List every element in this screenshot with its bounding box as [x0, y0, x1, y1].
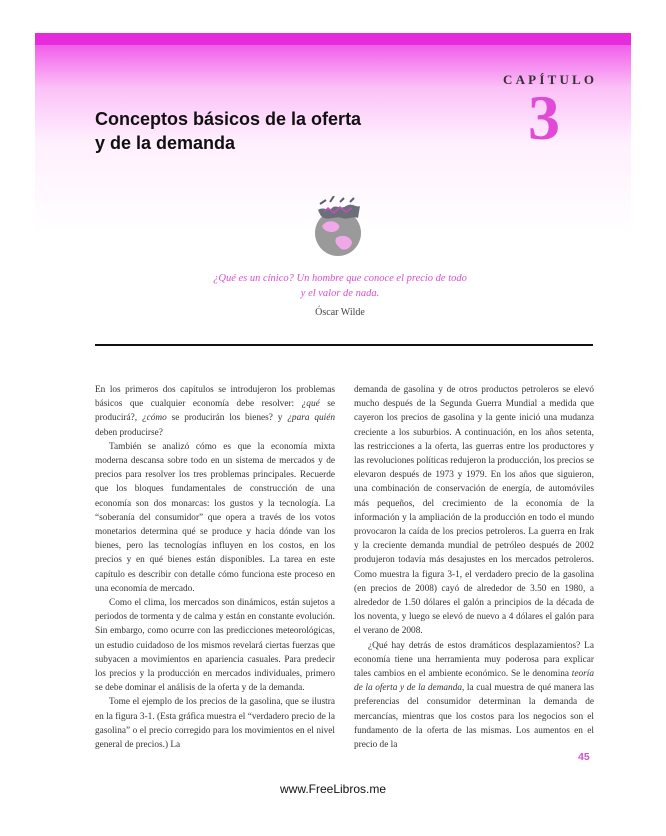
- footer-link[interactable]: www.FreeLibros.me: [279, 782, 387, 796]
- epigraph-line-2: y el valor de nada.: [300, 288, 380, 299]
- chapter-label: CAPÍTULO: [503, 72, 598, 87]
- epigraph-line-1: ¿Qué es un cínico? Un hombre que conoce el precio de todo: [213, 273, 467, 284]
- left-paragraph-2: También se analizó cómo es que la economía mixta moderna descansa sobre todo en un sistema de mercados y de precios para resolver los tres problemas principales. Recuerde que los bloques fundamentales de construcción de una economía son dos monarcas: los gustos y la tecnología. La “soberanía del consumidor” que opera a través de los votos monetarios determina qué se produce y hacia dónde van los bienes, pero las tecnologías influyen en los costos, en los precios y en qué bienes están disponibles. La tarea en este capítulo es describir con detalle cómo funciona este proceso en una economía de mercado.: [95, 441, 335, 594]
- chapter-title-line-2: y de la demanda: [95, 133, 236, 153]
- chapter-number: 3: [528, 82, 560, 153]
- page-number: 45: [578, 751, 590, 763]
- globe-illustration-icon: [312, 196, 364, 258]
- left-paragraph-1: En los primeros dos capítulos se introdujeron los problemas básicos que cualquier economía debe resolver: ¿qué se producirá?, ¿cómo se producirán los bienes? y ¿para quién deben producirse?: [95, 385, 335, 438]
- right-paragraph-1: demanda de gasolina y de otros productos petroleros se elevó mucho después de la Segunda Guerra Mundial a medida que cayeron los precios de gasolina y la gente inició una mudanza creciente a los suburbios. A continuación, en los años setenta, las restricciones a la oferta, las guerras entre los productores y las revoluciones políticas redujeron la producción, los precios se elevaron después de 1973 y 1979. En los años que siguieron, una combinación de conservación de energía, de automóviles más pequeños, del crecimiento de la economía de la información y la ampliación de la producción en todo el mundo provocaron la caída de los precios petroleros. La guerra en Irak y la creciente demanda mundial de petróleo después de 2002 produjeron todavía más desajustes en los mercados petroleros. Como muestra la figura 3-1, el verdadero precio de la gasolina (en precios de 2008) cayó de alrededor de 3.50 en 1980, a alrededor de 1.50 dólares el galón a principios de la década de los noventa, y luego se elevó de nuevo a 4 dólares el galón para el verano de 2008.: [354, 385, 594, 637]
- left-paragraph-3: Como el clima, los mercados son dinámicos, están sujetos a periodos de tormenta y de calma y están en constante evolución. Sin embargo, como ocurre con las predicciones meteorológicas, un estudio cuidadoso de los mismos revelará ciertas fuerzas que subyacen a movimientos en apariencia casuales. Para predecir los precios y la producción en mercados individuales, primero se debe dominar el análisis de la oferta y de la demanda.: [95, 598, 335, 694]
- chapter-title-line-1: Conceptos básicos de la oferta: [95, 109, 362, 129]
- chapter-title: [95, 107, 361, 155]
- epigraph-author: Óscar Wilde: [315, 307, 365, 318]
- right-paragraph-2: ¿Qué hay detrás de estos dramáticos desplazamientos? La economía tiene una herramienta muy poderosa para explicar tales cambios en el ambiente económico. Se le denomina teoría de la oferta y de la demanda, la cual muestra de qué manera las preferencias del consumidor determinan la demanda de mercancías, mientras que los costos para los negocios son el fundamento de la oferta de las mismas. Los aumentos en el precio de la: [354, 640, 594, 751]
- left-paragraph-4: Tome el ejemplo de los precios de la gasolina, que se ilustra en la figura 3-1. (Esta gráfica muestra el “verdadero precio de la gasolina” o el precio corregido para los movimientos en el nivel general de precios.) La: [95, 697, 335, 751]
- epigraph-quote: [190, 271, 490, 301]
- horizontal-rule: [95, 344, 593, 346]
- left-column: [95, 383, 335, 752]
- header-top-line: [35, 33, 631, 45]
- right-column: [354, 383, 594, 752]
